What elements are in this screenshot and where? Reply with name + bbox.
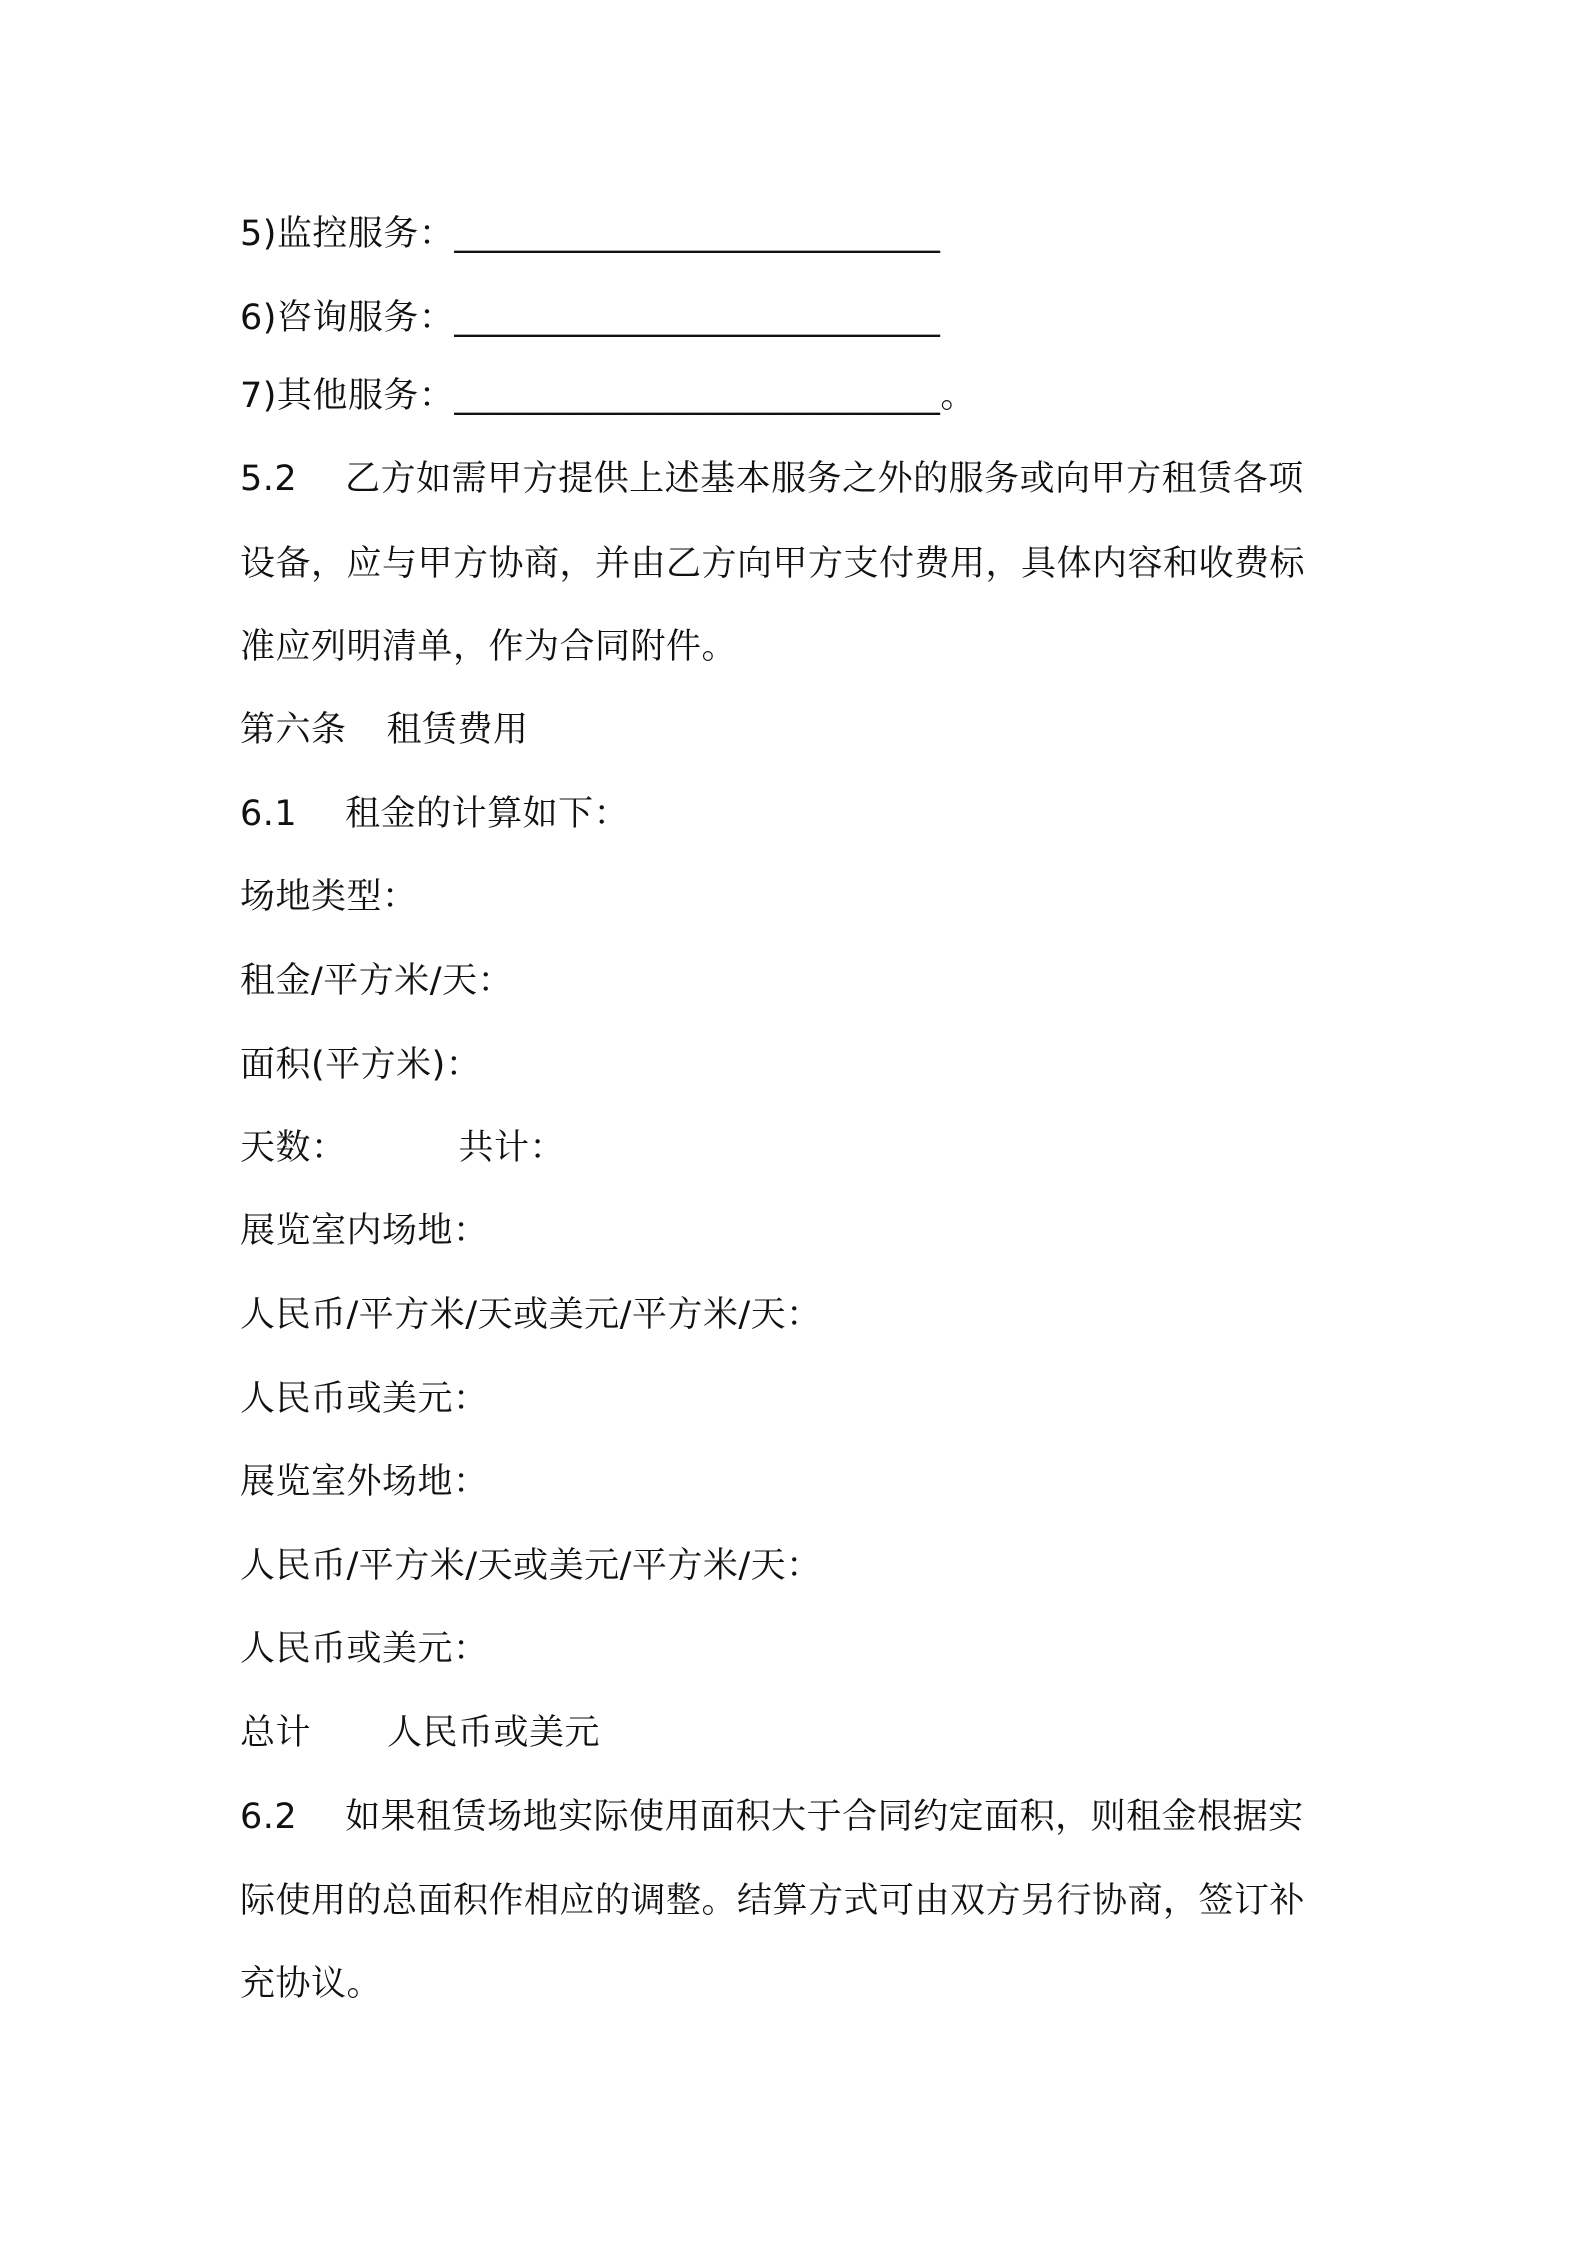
indoor-rate-label: 人民币/平方米/天或美元/平方米/天：: [240, 1295, 822, 1335]
total-label: 共计：: [458, 1128, 566, 1168]
service-5-monitoring: 5)监控服务：___________________________: [240, 214, 941, 254]
days-label: 天数：: [240, 1128, 347, 1168]
article-number: 第六条: [240, 710, 347, 750]
area-label: 面积(平方米)：: [240, 1045, 482, 1085]
indoor-currency-label: 人民币或美元：: [240, 1379, 489, 1419]
indoor-venue-label: 展览室内场地：: [240, 1211, 489, 1251]
clause-text: 乙方如需甲方提供上述基本服务之外的服务或向甲方租赁各项: [345, 459, 1304, 499]
clause-5-2-line-1: [240, 455, 1304, 503]
outdoor-currency-label: 人民币或美元：: [240, 1629, 489, 1669]
outdoor-venue-label: 展览室外场地：: [240, 1462, 489, 1502]
outdoor-rate-label: 人民币/平方米/天或美元/平方米/天：: [240, 1546, 822, 1586]
clause-5-2-line-2: 设备，应与甲方协商，并由乙方向甲方支付费用，具体内容和收费标: [240, 544, 1306, 584]
venue-type-label: 场地类型：: [240, 877, 418, 917]
service-7-other: 7)其他服务：___________________________。: [240, 376, 976, 416]
clause-6-2-line-2: 际使用的总面积作相应的调整。结算方式可由双方另行协商，签订补: [240, 1881, 1306, 1921]
clause-number: 6.2: [240, 1797, 298, 1837]
grand-total-currency: 人民币或美元: [387, 1713, 601, 1753]
clause-number: 5.2: [240, 459, 298, 499]
clause-text: 如果租赁场地实际使用面积大于合同约定面积，则租金根据实: [345, 1797, 1304, 1837]
service-6-consulting: 6)咨询服务：___________________________: [240, 298, 941, 338]
article-title: 租赁费用: [386, 710, 529, 750]
clause-6-2-line-1: [240, 1793, 1304, 1841]
grand-total-line: [240, 1709, 600, 1757]
days-total-line: [240, 1124, 565, 1172]
clause-5-2-line-3: 准应列明清单，作为合同附件。: [240, 627, 738, 667]
clause-6-2-line-3: 充协议。: [240, 1964, 383, 2004]
clause-number: 6.1: [240, 794, 298, 834]
article-6-heading: [240, 706, 529, 754]
clause-6-1: [240, 790, 629, 838]
clause-text: 租金的计算如下：: [345, 794, 630, 834]
rent-per-sqm-day-label: 租金/平方米/天：: [240, 961, 514, 1001]
grand-total-label: 总计: [240, 1713, 312, 1753]
